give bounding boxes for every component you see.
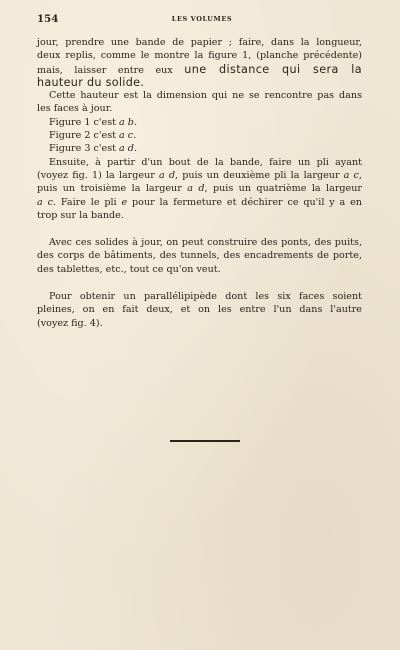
italic-term: a c: [343, 169, 359, 181]
italic-term: e: [121, 196, 128, 208]
figure-suffix: .: [133, 116, 138, 128]
text-line: Ensuite, à partir d'un bout de la bande, faire un pli ayant: [49, 156, 362, 168]
figure-value: a c: [119, 130, 134, 142]
text-line: des tablettes, etc., tout ce qu'on veut.: [37, 263, 221, 275]
figure-line: [37, 116, 362, 129]
figure-prefix: Figure 1 c'est: [49, 116, 120, 128]
figure-value: a d: [119, 143, 134, 155]
text-line: Pour obtenir un parallélipipède dont les six faces soient: [49, 291, 362, 303]
figure-value: a b: [119, 116, 134, 128]
italic-term: a c: [37, 196, 53, 208]
figure-prefix: Figure 3 c'est: [49, 143, 120, 155]
text-line: jour, prendre une bande de papier ; faire, dans la longueur,: [37, 37, 362, 48]
text-line: (voyez fig. 4).: [37, 317, 103, 329]
text-line: les faces à jour.: [37, 103, 113, 115]
page-number: 154: [37, 14, 59, 25]
text-line: Cette hauteur est la dimension qui ne se rencontre pas dans: [49, 90, 362, 102]
emphasized-text: une distance qui sera la: [184, 62, 362, 76]
text-segment: , puis un quatrième la largeur: [204, 183, 362, 195]
text-line: [37, 169, 362, 182]
text-line: Avec ces solides à jour, on peut construire des ponts, des puits,: [49, 237, 362, 249]
italic-term: a d: [187, 183, 205, 195]
figure-line: [37, 129, 362, 142]
text-line: pleines, on en fait deux, et on les entre l'un dans l'autre: [37, 304, 362, 316]
running-head: LES VOLUMES: [171, 15, 233, 23]
paragraph-gap: [37, 222, 362, 235]
text-segment: mais, laisser entre eux: [37, 64, 185, 76]
text-line: [37, 182, 362, 195]
text-segment: ,: [358, 169, 362, 181]
text-segment: , puis un deuxième pli la largeur: [175, 169, 344, 181]
text-line: deux replis, comme le montre la figure 1, (planche précédente): [37, 50, 362, 62]
body-text: [37, 36, 362, 330]
text-segment: pour la fermeture et déchirer ce qu'il y a en: [127, 196, 362, 208]
text-line: trop sur la bande.: [37, 209, 124, 221]
text-line: [37, 63, 362, 76]
figure-prefix: Figure 2 c'est: [49, 130, 120, 142]
text-segment: puis un troisième la largeur: [37, 183, 188, 195]
figure-suffix: .: [133, 143, 138, 155]
text-segment: (voyez fig. 1) la largeur: [37, 169, 159, 181]
text-segment: . Faire le pli: [52, 196, 122, 208]
emphasized-line: hauteur du solide.: [37, 75, 145, 89]
text-line: [37, 196, 362, 209]
paragraph-gap: [37, 276, 362, 289]
figure-suffix: .: [133, 130, 137, 142]
italic-term: a d: [158, 169, 175, 181]
page-header: [37, 14, 367, 28]
text-line: des corps de bâtiments, des tunnels, des encadrements de porte,: [37, 250, 362, 262]
figure-line: [37, 142, 362, 155]
section-divider: [170, 440, 240, 442]
